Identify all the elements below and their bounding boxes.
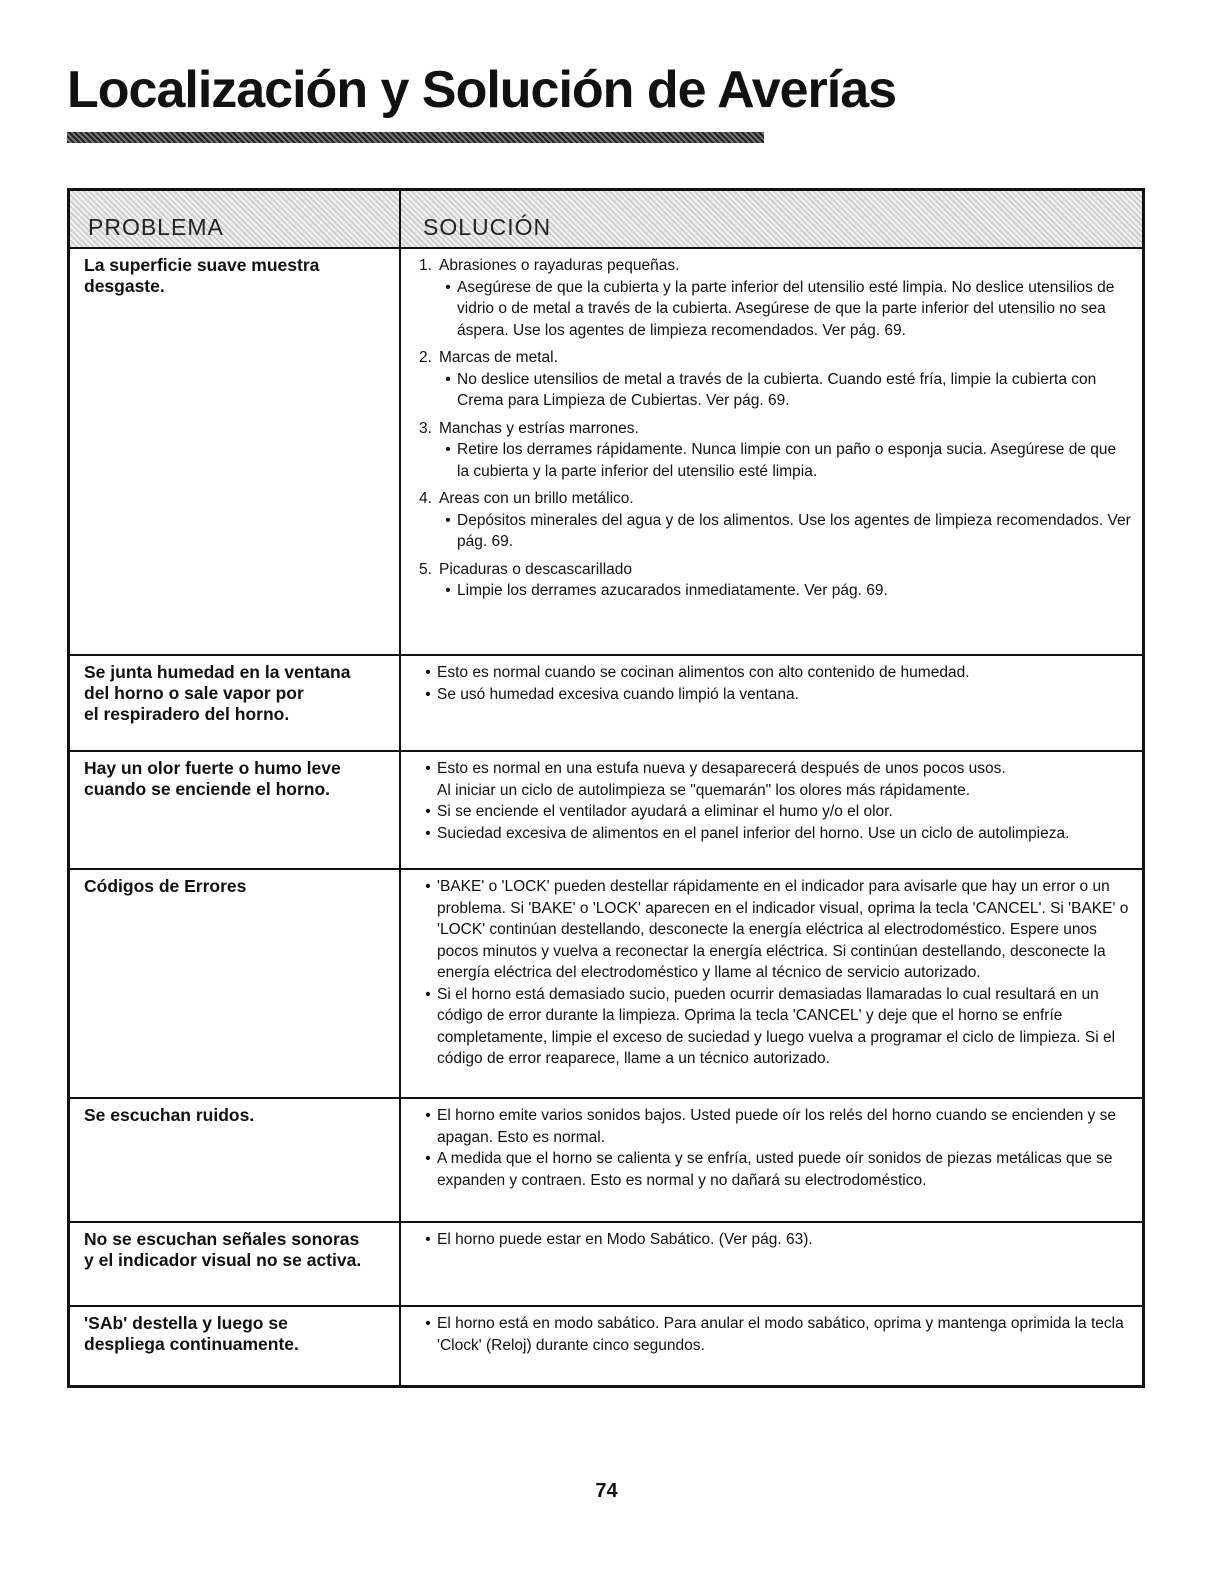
list-item: • 'BAKE' o 'LOCK' pueden destellar rápidamente en el indicador para avisarle que hay un error o un problema. Si 'BAKE' o 'LOCK' aparecen en el indicador visual, oprima la tecla 'CANCEL'. Si 'BAKE' o 'LOCK' continúan destellando, desconecte la energía eléctrica al electrodoméstico. Espere unos pocos minutos y vuelva a reconectar la energía eléctrica. Si continúan destellando, desconecte la energía eléctrica del electrodoméstico y llame al técnico de servicio autorizado. — [419, 876, 1132, 984]
table-row — [70, 752, 1142, 870]
list-item: • El horno está en modo sabático. Para anular el modo sabático, oprima y mantenga oprimida la tecla 'Clock' (Reloj) durante cinco segundos. — [419, 1313, 1132, 1356]
numbered-item: 4. Areas con un brillo metálico. • Depósitos minerales del agua y de los alimentos. Use los agentes de limpieza recomendados. Ver pág. 69. — [419, 488, 1132, 553]
problem-column-header: PROBLEMA — [70, 191, 401, 247]
solution-cell — [401, 249, 1142, 654]
solution-cell — [401, 1307, 1142, 1385]
table-row — [70, 656, 1142, 752]
list-item: • Retire los derrames rápidamente. Nunca limpie con un paño o esponja sucia. Asegúrese de que la cubierta y la parte inferior del utensilio esté limpia. — [439, 439, 1132, 482]
list-item: • Esto es normal en una estufa nueva y desaparecerá después de unos pocos usos. Al iniciar un ciclo de autolimpieza se "quemarán" los olores más rápidamente. — [419, 758, 1132, 801]
bullet-icon: • — [445, 370, 451, 388]
list-item: • El horno emite varios sonidos bajos. Usted puede oír los relés del horno cuando se encienden y se apagan. Esto es normal. — [419, 1105, 1132, 1148]
solution-cell — [401, 752, 1142, 868]
title-underline — [67, 132, 764, 143]
list-item: • Suciedad excesiva de alimentos en el panel inferior del horno. Use un ciclo de autolimpieza. — [419, 823, 1132, 845]
item-heading: Marcas de metal. — [439, 349, 558, 366]
bullet-icon: • — [425, 985, 431, 1003]
bullet-icon: • — [425, 685, 431, 703]
bullet-icon: • — [425, 803, 431, 820]
solution-cell — [401, 870, 1142, 1097]
list-item: • El horno puede estar en Modo Sabático. (Ver pág. 63). — [419, 1229, 1132, 1251]
bullet-icon: • — [445, 441, 451, 458]
bullet-icon: • — [425, 1231, 431, 1248]
bullet-icon: • — [425, 824, 431, 842]
bullet-icon: • — [425, 1150, 431, 1167]
bullet-icon: • — [425, 1107, 431, 1124]
numbered-item: 5. Picaduras o descascarillado • Limpie los derrames azucarados inmediatamente. Ver pág. 69. — [419, 559, 1132, 602]
list-item: • Si el horno está demasiado sucio, pueden ocurrir demasiadas llamaradas lo cual resultará en un código de error durante la limpieza. Oprima la tecla 'CANCEL' y deje que el horno se enfríe completamente, limpie el exceso de suciedad y luego vuelva a programar el ciclo de limpieza. Si el código de error reaparece, llame a un técnico autorizado. — [419, 984, 1132, 1070]
problem-cell: Códigos de Errores — [70, 870, 401, 1097]
numbered-item: 2. Marcas de metal. • No deslice utensilios de metal a través de la cubierta. Cuando esté fría, limpie la cubierta con Crema para Limpieza de Cubiertas. Ver pág. 69. — [419, 347, 1132, 412]
item-heading: Abrasiones o rayaduras pequeñas. — [439, 257, 680, 274]
table-row — [70, 1307, 1142, 1385]
problem-cell: Se escuchan ruidos. — [70, 1099, 401, 1221]
table-row — [70, 870, 1142, 1099]
list-item: • Esto es normal cuando se cocinan alimentos con alto contenido de humedad. — [419, 662, 1132, 684]
item-heading: Areas con un brillo metálico. — [439, 490, 634, 507]
solution-cell — [401, 1223, 1142, 1305]
list-item: • No deslice utensilios de metal a través de la cubierta. Cuando esté fría, limpie la cubierta con Crema para Limpieza de Cubiertas. Ver pág. 69. — [439, 369, 1132, 412]
page-number: 74 — [595, 1480, 618, 1502]
bullet-icon: • — [445, 278, 451, 296]
table-row — [70, 249, 1142, 656]
numbered-item: 3. Manchas y estrías marrones. • Retire los derrames rápidamente. Nunca limpie con un paño o esponja sucia. Asegúrese de que la cubierta y la parte inferior del utensilio esté limpia. — [419, 418, 1132, 483]
numbered-item: 1. Abrasiones o rayaduras pequeñas. • Asegúrese de que la cubierta y la parte inferior del utensilio esté limpia. No deslice utensilios de vidrio o de metal a través de la cubierta. Asegúrese de que la parte inferior del utensilio no sea áspera. Use los agentes de limpieza recomendados. Ver pág. 69. — [419, 255, 1132, 341]
bullet-icon: • — [445, 582, 451, 599]
solution-cell — [401, 656, 1142, 750]
list-item: • A medida que el horno se calienta y se enfría, usted puede oír sonidos de piezas metálicas que se expanden y contraen. Esto es normal y no dañará su electrodoméstico. — [419, 1148, 1132, 1191]
list-item: • Si se enciende el ventilador ayudará a eliminar el humo y/o el olor. — [419, 801, 1132, 823]
list-item: • Depósitos minerales del agua y de los alimentos. Use los agentes de limpieza recomendados. Ver pág. 69. — [439, 510, 1132, 553]
table-row — [70, 1099, 1142, 1223]
table-header — [70, 191, 1142, 249]
bullet-icon: • — [425, 878, 431, 895]
list-item: • Se usó humedad excesiva cuando limpió la ventana. — [419, 684, 1132, 706]
troubleshooting-table — [67, 188, 1145, 1388]
page-title: Localización y Solución de Averías — [67, 61, 897, 119]
item-heading: Manchas y estrías marrones. — [439, 419, 639, 437]
problem-cell: Se junta humedad en la ventana del horno o sale vapor por el respiradero del horno. — [70, 656, 401, 750]
problem-cell: 'SAb' destella y luego se despliega continuamente. — [70, 1307, 401, 1385]
solution-cell — [401, 1099, 1142, 1221]
bullet-icon: • — [445, 511, 451, 529]
problem-cell: La superficie suave muestra desgaste. — [70, 249, 401, 654]
solution-column-header: SOLUCIÓN — [423, 214, 552, 240]
bullet-icon: • — [425, 1315, 431, 1332]
problem-cell: Hay un olor fuerte o humo leve cuando se enciende el horno. — [70, 752, 401, 868]
bullet-icon: • — [425, 760, 431, 777]
problem-cell: No se escuchan señales sonoras y el indicador visual no se activa. — [70, 1223, 401, 1305]
list-item: • Limpie los derrames azucarados inmediatamente. Ver pág. 69. — [439, 580, 1132, 602]
item-heading: Picaduras o descascarillado — [439, 560, 632, 578]
bullet-icon: • — [425, 664, 431, 681]
table-row — [70, 1223, 1142, 1307]
list-item: • Asegúrese de que la cubierta y la parte inferior del utensilio esté limpia. No deslice utensilios de vidrio o de metal a través de la cubierta. Asegúrese de que la parte inferior del utensilio no sea áspera. Use los agentes de limpieza recomendados. Ver pág. 69. — [439, 277, 1132, 342]
